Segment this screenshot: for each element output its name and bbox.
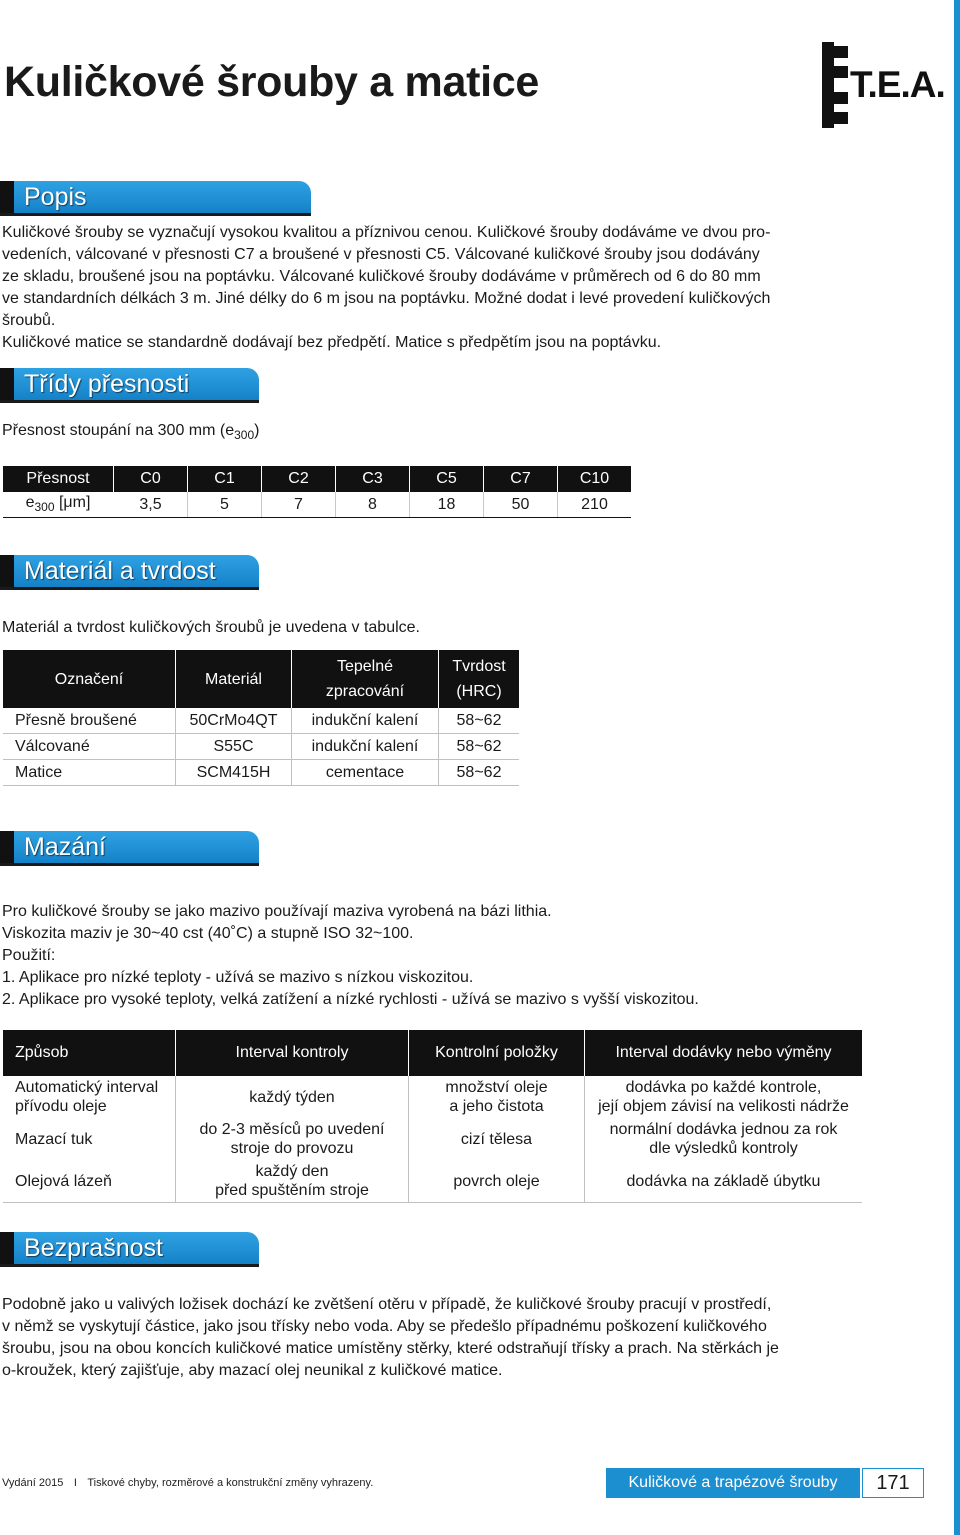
row-label-subscript: 300 — [34, 500, 55, 515]
mazani-paragraph — [2, 901, 902, 1011]
table-row — [3, 760, 519, 786]
section-heading-popis — [0, 181, 311, 216]
mazani-line: 1. Aplikace pro nízké teploty - užívá se mazivo s nízkou viskozitou. — [2, 969, 474, 986]
bezprasnost-line: o-kroužek, který zajišťuje, aby mazací olej neunikal z kuličkové matice. — [2, 1362, 503, 1379]
cell-line: přívodu oleje — [15, 1098, 107, 1115]
table-cell — [3, 1160, 176, 1203]
lubrication-table — [3, 1030, 862, 1203]
table-cell: 210 — [558, 492, 632, 518]
table-header-cell: Kontrolní položky — [409, 1030, 585, 1076]
footer-disclaimer: Tiskové chyby, rozměrové a konstrukční změny vyhrazeny. — [87, 1477, 374, 1489]
section-heading-tridy — [0, 368, 259, 403]
cell-line: každý týden — [249, 1088, 335, 1106]
table-cell: Válcované — [3, 734, 176, 760]
cell-line: dle výsledků kontroly — [649, 1140, 798, 1157]
footer-separator: I — [73, 1477, 77, 1489]
table-header-cell: Označení — [3, 650, 176, 708]
cell-line: její objem závisí na velikosti nádrže — [598, 1098, 849, 1115]
tridy-intro-text: Přesnost stoupání na 300 mm (e — [2, 422, 235, 439]
cell-line: cizí tělesa — [460, 1130, 533, 1148]
heading-stripe — [0, 1232, 14, 1264]
table-row — [3, 650, 519, 708]
page-number: 171 — [862, 1468, 924, 1498]
table-cell: cementace — [292, 760, 439, 786]
table-header-cell: C10 — [558, 466, 632, 492]
section-heading-label: Materiál a tvrdost — [24, 557, 216, 585]
bezprasnost-line: v němž se vyskytují částice, jako jsou třísky nebo voda. Aby se předešlo případnému poškození kuličkového — [2, 1318, 767, 1335]
cell-line: dodávka na základě úbytku — [626, 1172, 821, 1190]
logo-gear-tooth — [834, 66, 848, 78]
table-header-cell: C7 — [484, 466, 558, 492]
table-header-cell — [292, 650, 439, 708]
table-row — [3, 466, 631, 492]
table-header-cell — [439, 650, 520, 708]
popis-line: šroubů. — [2, 312, 56, 329]
section-heading-mazani — [0, 831, 259, 866]
page-title: Kuličkové šrouby a matice — [4, 58, 539, 106]
table-cell: indukční kalení — [292, 734, 439, 760]
table-cell: S55C — [176, 734, 292, 760]
cell-line: Olejová lázeň — [15, 1172, 112, 1190]
table-cell: 3,5 — [114, 492, 188, 518]
table-header-cell: Přesnost — [3, 466, 114, 492]
popis-line: Kuličkové šrouby se vyznačují vysokou kvalitou a příznivou cenou. Kuličkové šrouby dodáváme ve dvou pro- — [2, 224, 771, 241]
header-line: zpracování — [325, 683, 405, 700]
table-cell — [176, 1076, 409, 1118]
logo-text: T.E.A. — [850, 64, 945, 105]
table-cell — [409, 1118, 585, 1160]
table-header-cell: Interval kontroly — [176, 1030, 409, 1076]
heading-stripe — [0, 555, 14, 587]
table-row — [3, 1160, 862, 1203]
heading-stripe — [0, 831, 14, 863]
table-row-label — [3, 492, 114, 518]
table-cell: 50CrMo4QT — [176, 708, 292, 734]
section-heading-label: Bezprašnost — [24, 1234, 163, 1262]
popis-paragraph — [2, 222, 902, 354]
cell-line: stroje do provozu — [230, 1140, 354, 1157]
page-edge-stripe — [954, 0, 960, 1535]
mazani-line: 2. Aplikace pro vysoké teploty, velká zatížení a nízké rychlosti - užívá se mazivo s vyšší viskozitou. — [2, 991, 699, 1008]
table-cell: 58~62 — [439, 760, 520, 786]
table-header-cell: C3 — [336, 466, 410, 492]
table-cell — [176, 1160, 409, 1203]
table-header-cell: C1 — [188, 466, 262, 492]
footer-note — [2, 1477, 373, 1489]
heading-stripe — [0, 181, 14, 213]
cell-line: množství oleje — [445, 1079, 548, 1096]
mazani-line: Viskozita maziv je 30~40 cst (40˚C) a stupně ISO 32~100. — [2, 925, 414, 942]
tridy-intro-subscript: 300 — [234, 428, 255, 443]
footer-edition: Vydání 2015 — [2, 1477, 64, 1489]
table-cell — [3, 1076, 176, 1118]
table-header-cell: Způsob — [3, 1030, 176, 1076]
table-cell — [3, 1118, 176, 1160]
cell-line: povrch oleje — [453, 1172, 540, 1190]
footer-category: Kuličkové a trapézové šrouby — [606, 1468, 860, 1498]
table-cell: 8 — [336, 492, 410, 518]
table-cell: 5 — [188, 492, 262, 518]
table-cell — [585, 1076, 863, 1118]
popis-line: ve standardních délkách 3 m. Jiné délky do 6 m jsou na poptávku. Možné dodat i levé provedení kuličkových — [2, 290, 771, 307]
table-cell: 50 — [484, 492, 558, 518]
table-cell — [585, 1118, 863, 1160]
header-line: Tepelné — [336, 658, 394, 675]
cell-line: dodávka po každé kontrole, — [625, 1079, 822, 1096]
table-header-cell: C5 — [410, 466, 484, 492]
table-row — [3, 1118, 862, 1160]
popis-line: Kuličkové matice se standardně dodávají bez předpětí. Matice s předpětím jsou na poptávku. — [2, 334, 662, 351]
table-row — [3, 1076, 862, 1118]
mazani-line: Použití: — [2, 947, 56, 964]
table-cell: SCM415H — [176, 760, 292, 786]
table-header-cell: C2 — [262, 466, 336, 492]
tridy-intro — [2, 420, 259, 446]
section-heading-label: Popis — [24, 183, 87, 211]
table-cell: 58~62 — [439, 708, 520, 734]
cell-line: a jeho čistota — [449, 1098, 544, 1115]
popis-line: ze skladu, broušené jsou na poptávku. Válcované kuličkové šrouby dodáváme v průměrech od 6 do 80 mm — [2, 268, 761, 285]
table-cell: 18 — [410, 492, 484, 518]
logo-gear-bar — [822, 42, 834, 128]
section-heading-material — [0, 555, 259, 590]
row-label-main: e — [25, 494, 35, 512]
table-cell — [585, 1160, 863, 1203]
cell-line: Mazací tuk — [15, 1130, 93, 1148]
bezprasnost-line: Podobně jako u valivých ložisek dochází ke zvětšení otěru v případě, že kuličkové šrouby pracují v prostředí, — [2, 1296, 772, 1313]
table-cell — [409, 1076, 585, 1118]
header-line: Tvrdost — [452, 658, 506, 675]
section-heading-label: Mazání — [24, 833, 106, 861]
mazani-line: Pro kuličkové šrouby se jako mazivo používají maziva vyrobená na bázi lithia. — [2, 903, 552, 920]
table-row — [3, 492, 631, 518]
material-table — [3, 650, 519, 786]
table-cell: 58~62 — [439, 734, 520, 760]
table-cell — [409, 1160, 585, 1203]
row-label-unit: [μm] — [54, 494, 91, 512]
popis-line: vedeních, válcované v přesnosti C7 a broušené v přesnosti C5. Válcované kuličkové šrouby jsou dodávány — [2, 246, 760, 263]
table-cell: 7 — [262, 492, 336, 518]
bezprasnost-paragraph — [2, 1294, 922, 1382]
cell-line: každý den — [255, 1163, 329, 1180]
tridy-intro-end: ) — [254, 422, 260, 439]
table-cell: Matice — [3, 760, 176, 786]
table-cell: indukční kalení — [292, 708, 439, 734]
table-cell: Přesně broušené — [3, 708, 176, 734]
precision-table — [3, 466, 631, 518]
cell-line: do 2-3 měsíců po uvedení — [199, 1121, 385, 1138]
table-header-cell: Interval dodávky nebo výměny — [585, 1030, 863, 1076]
material-intro: Materiál a tvrdost kuličkových šroubů je uvedena v tabulce. — [2, 619, 420, 636]
table-cell — [176, 1118, 409, 1160]
tea-logo — [822, 42, 945, 128]
table-header-cell: Materiál — [176, 650, 292, 708]
logo-gear-tooth — [834, 92, 848, 104]
table-row — [3, 1030, 862, 1076]
cell-line: Automatický interval — [15, 1079, 159, 1096]
cell-line: před spuštěním stroje — [215, 1182, 369, 1199]
logo-gear-tooth — [834, 112, 848, 124]
table-header-cell: C0 — [114, 466, 188, 492]
logo-gear-tooth — [834, 46, 848, 58]
section-heading-label: Třídy přesnosti — [24, 370, 190, 398]
header-line: (HRC) — [456, 683, 502, 700]
heading-stripe — [0, 368, 14, 400]
bezprasnost-line: šroubu, jsou na obou koncích kuličkové matice umístěny stěrky, které odstraňují třísky a prach. Na stěrkách je — [2, 1340, 779, 1357]
section-heading-bezprasnost — [0, 1232, 259, 1267]
cell-line: normální dodávka jednou za rok — [609, 1121, 838, 1138]
table-row — [3, 734, 519, 760]
table-row — [3, 708, 519, 734]
